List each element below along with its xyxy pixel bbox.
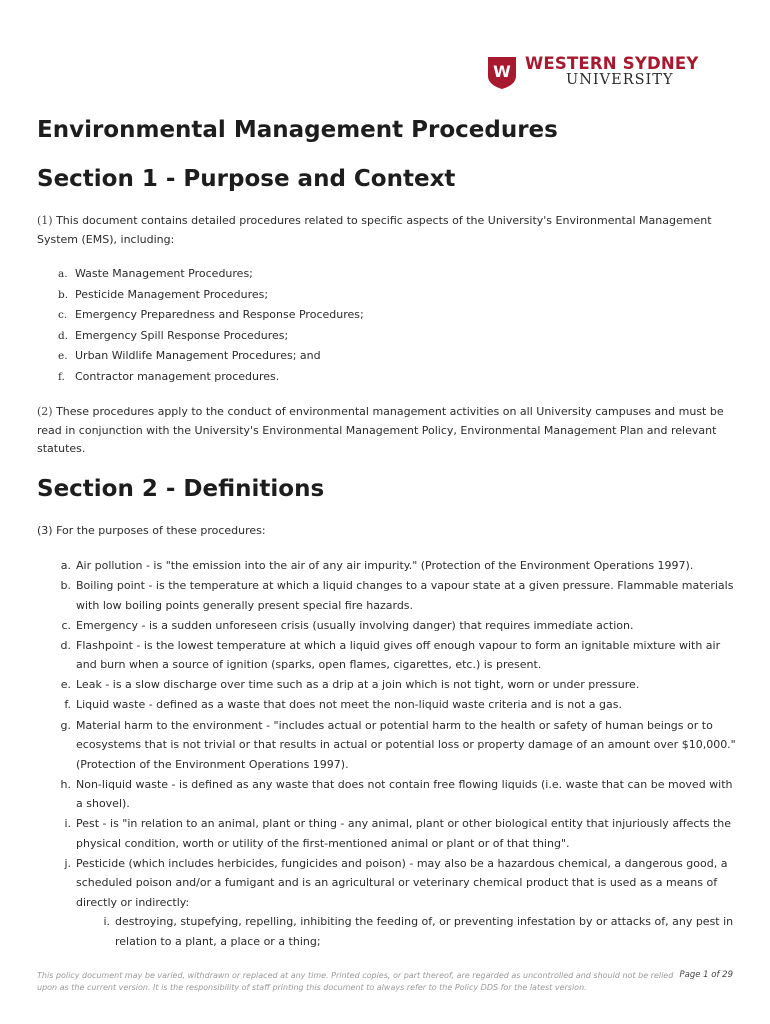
definition-text: Boiling point - is the temperature at which a liquid changes to a vapour state at a given pressure. Flammable materials with low boiling points generally present special fire hazards.	[76, 579, 734, 612]
sub-definition-text: destroying, stupefying, repelling, inhibiting the feeding of, or preventing infestation by or attacks of, any pest in relation to a plant, a place or a thing;	[115, 915, 734, 948]
paragraph-text: This document contains detailed procedures related to specific aspects of the University's Environmental Management System (EMS), including:	[37, 214, 712, 246]
definition-marker: b.	[60, 579, 71, 593]
definition-item	[37, 616, 737, 636]
definition-text: Non-liquid waste - is defined as any waste that does not contain free flowing liquids (i.e. waste that can be moved with a shovel).	[76, 777, 733, 811]
list-marker: f.	[58, 370, 65, 383]
list-marker: a.	[58, 268, 68, 280]
list-item-text: Waste Management Procedures;	[75, 267, 253, 280]
definition-text: Material harm to the environment - "includes actual or potential harm to the health or safety of human beings or to ecosystems that is not trivial or that results in actual or potential loss or property damage of an amount over $10,000."(Protection of the Environment Operations 1997).	[76, 718, 736, 771]
university-logo	[487, 54, 727, 90]
definition-item	[37, 716, 737, 775]
definitions-list	[37, 556, 737, 952]
shield-letter: W	[493, 62, 511, 81]
list-item	[37, 285, 737, 306]
definition-marker: a.	[60, 559, 71, 572]
section-1-paragraph-1	[37, 212, 737, 249]
definition-marker: d.	[60, 638, 71, 652]
list-item-text: Pesticide Management Procedures;	[75, 287, 269, 301]
definition-text: Pesticide (which includes herbicides, fungicides and poison) - may also be a hazardous chemical, a dangerous good, a scheduled poison and/or a fumigant and is an agricultural or veterinary chemical product that is used as a means of directly or indirectly:	[76, 856, 728, 909]
definition-item	[37, 675, 737, 695]
definition-item	[37, 576, 737, 615]
list-item	[37, 326, 737, 347]
definition-text: Leak - is a slow discharge over time such as a drip at a join which is not tight, worn or under pressure.	[76, 678, 640, 692]
definition-item	[37, 775, 737, 814]
list-item	[37, 367, 737, 388]
paragraph-text: These procedures apply to the conduct of environmental management activities on all University campuses and must be read in conjunction with the University's Environmental Management Policy, Environmental Management Plan and relevant statutes.	[37, 405, 724, 455]
sub-definition-item	[76, 912, 737, 951]
list-item	[37, 305, 737, 326]
logo-line-university: UNIVERSITY	[566, 72, 674, 88]
definition-item	[37, 854, 737, 952]
list-marker: b.	[58, 288, 69, 301]
list-item-text: Emergency Spill Response Procedures;	[75, 328, 289, 342]
definition-marker: i.	[64, 817, 71, 831]
sub-definition-marker: i.	[103, 915, 110, 929]
definition-text: Pest - is "in relation to an animal, plant or thing - any animal, plant or other biological entity that injuriously affects the physical condition, worth or utility of the first-mentioned animal or plant or of that thing".	[76, 817, 732, 850]
section-1-list	[37, 264, 737, 388]
section-1-paragraph-2	[37, 403, 737, 459]
definition-item	[37, 636, 737, 675]
definition-text: Air pollution - is "the emission into the air of any air impurity." (Protection of the Environment Operations 1997).	[76, 559, 694, 572]
list-item	[37, 346, 737, 367]
definition-text: Liquid waste - defined as a waste that does not meet the non-liquid waste criteria and is not a gas.	[76, 698, 622, 712]
section-2-intro: (3) For the purposes of these procedures:	[37, 524, 266, 537]
definition-item	[37, 556, 737, 576]
definition-marker: c.	[61, 618, 71, 632]
footer-disclaimer: This policy document may be varied, withdrawn or replaced at any time. Printed copies, or part thereof, are regarded as uncontrolled and should not be relied upon as the current version. It is the responsibility of staff printing this document to always refer to the Policy DDS for the latest version.	[37, 971, 674, 992]
document-title: Environmental Management Procedures	[37, 117, 558, 143]
definition-text: Emergency - is a sudden unforeseen crisis (usually involving danger) that requires immediate action.	[76, 618, 634, 632]
definition-marker: e.	[60, 678, 71, 692]
list-item-text: Emergency Preparedness and Response Procedures;	[75, 308, 364, 322]
paragraph-number: (2)	[37, 405, 53, 418]
list-marker: c.	[58, 309, 68, 322]
definition-marker: f.	[64, 698, 71, 712]
section-1-heading: Section 1 - Purpose and Context	[37, 166, 456, 192]
page-number: Page 1 of 29	[679, 970, 733, 980]
definition-item	[37, 695, 737, 715]
list-item	[37, 264, 737, 285]
definition-item	[37, 814, 737, 853]
list-marker: e.	[58, 350, 68, 363]
sub-definitions-list	[76, 912, 737, 951]
definition-marker: h.	[60, 777, 71, 791]
logo-line-western-sydney: WESTERN SYDNEY	[525, 54, 699, 73]
section-2-heading: Section 2 - Definitions	[37, 476, 325, 502]
shield-icon	[487, 56, 517, 90]
list-item-text: Contractor management procedures.	[75, 369, 280, 383]
definition-marker: j.	[64, 856, 71, 870]
definition-text: Flashpoint - is the lowest temperature at which a liquid gives off enough vapour to form an ignitable mixture with air and burn when a source of ignition (sparks, open flames, cigarettes, etc.) is present.	[76, 638, 721, 672]
definition-marker: g.	[60, 718, 71, 732]
list-item-text: Urban Wildlife Management Procedures; and	[75, 349, 321, 363]
list-marker: d.	[58, 329, 69, 342]
paragraph-number: (1)	[37, 214, 53, 227]
